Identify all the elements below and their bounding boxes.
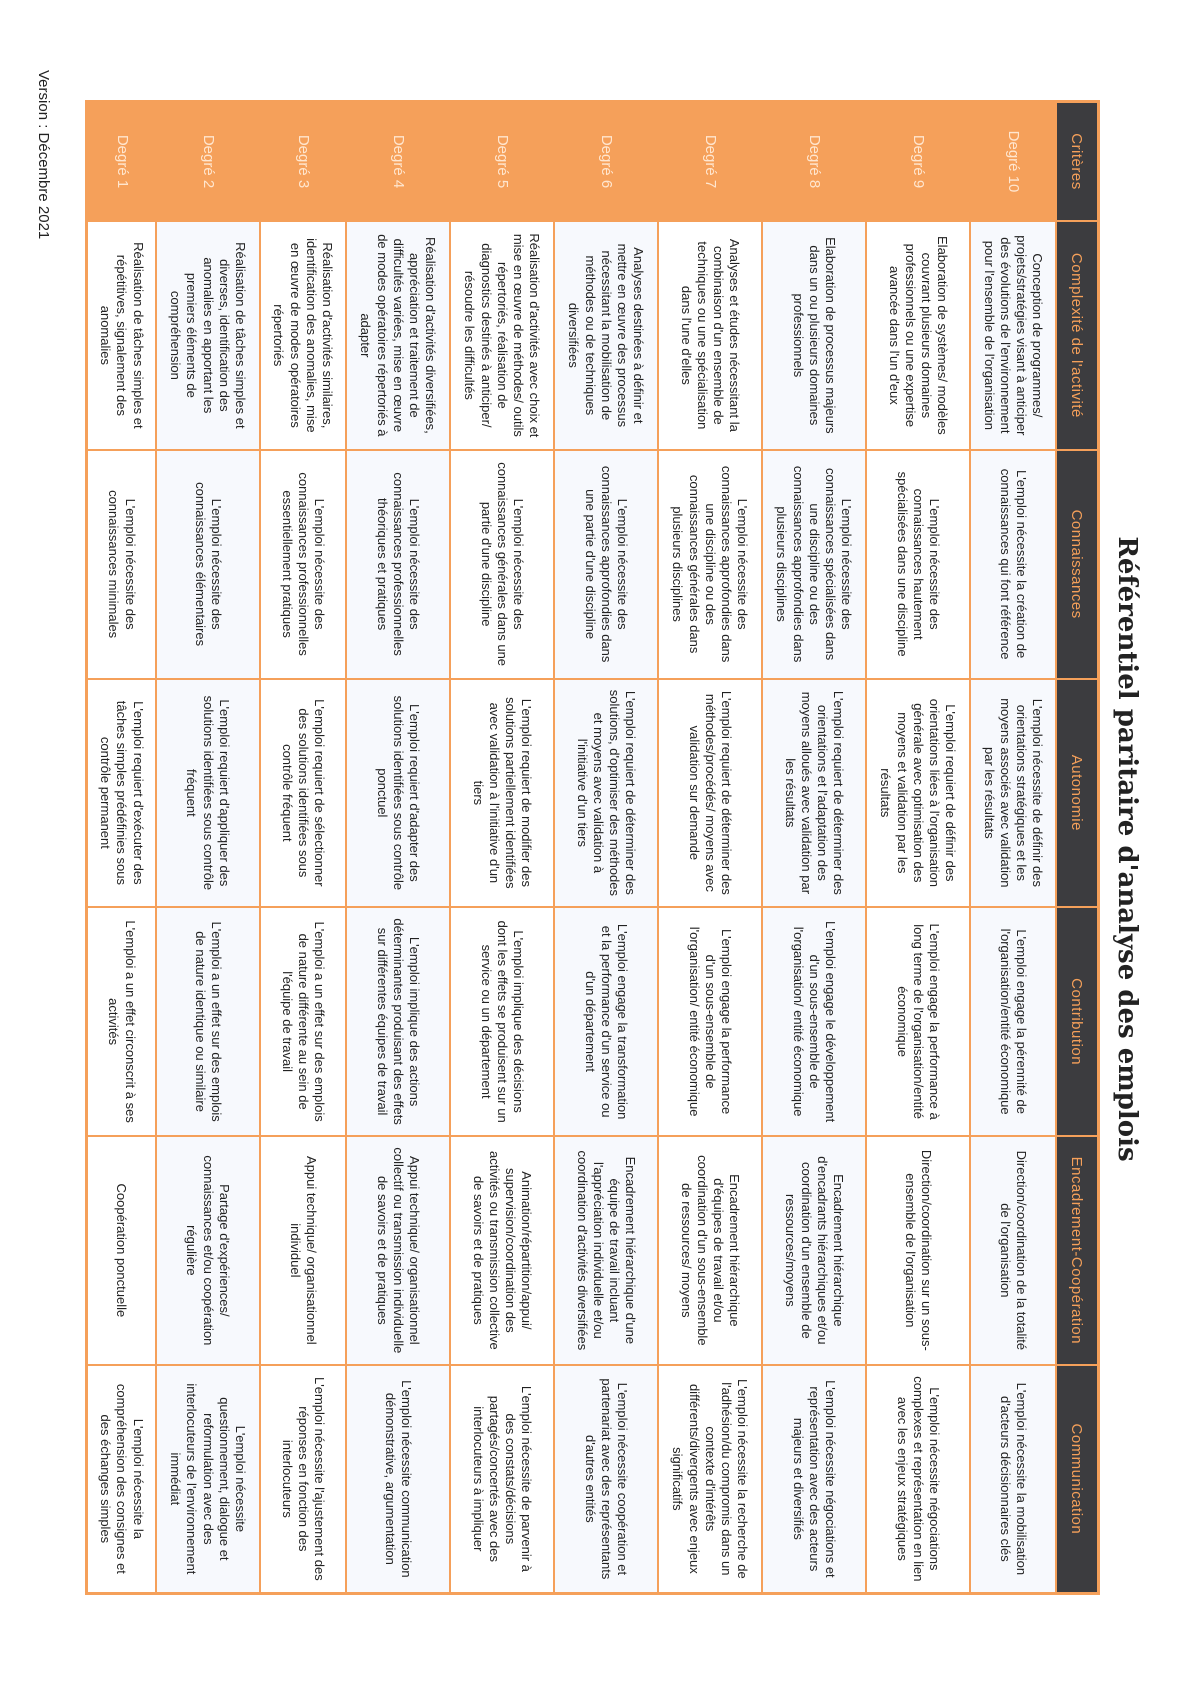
header-autonomie: Autonomie	[1056, 679, 1099, 908]
table-row	[762, 102, 866, 1594]
cell-contribution: L'emploi implique des décisions dont les effets se produisent sur un service ou un département	[450, 907, 554, 1136]
header-criteres: Critères	[1056, 102, 1099, 222]
header-encadrement: Encadrement-Coopération	[1056, 1136, 1099, 1365]
cell-autonomie: L'emploi requiert de déterminer des solutions, d'optimiser des méthodes et moyens avec validation à l'initiative d'un tiers	[554, 679, 658, 908]
table-row	[346, 102, 450, 1594]
cell-complexite: Réalisation d'activités similaires, identification des anomalies, mise en œuvre de modes opératoires répertoriés	[260, 221, 346, 450]
cell-connaissances: L'emploi nécessite des connaissances minimales	[87, 450, 156, 679]
cell-connaissances: L'emploi nécessite des connaissances spécialisées dans une discipline ou des connaissances approfondies dans plusieurs disciplines	[762, 450, 866, 679]
degree-label: Degré 6	[554, 102, 658, 222]
cell-communication: L'emploi nécessite la recherche de l'adhésion/du compromis dans un contexte d'intérêts différents/divergents avec enjeux significatifs	[658, 1365, 762, 1594]
cell-autonomie: L'emploi requiert de modifier des solutions partiellement identifiées avec validation à l'initiative d'un tiers	[450, 679, 554, 908]
cell-contribution: L'emploi a un effet circonscrit à ses activités	[87, 907, 156, 1136]
cell-complexite: Réalisation de tâches simples et diverses, identification des anomalies en apportant les premiers éléments de compréhension	[156, 221, 260, 450]
cell-autonomie: L'emploi requiert de déterminer des orientations et l'adaptation des moyens alloués avec validation par les résultats	[762, 679, 866, 908]
cell-connaissances: L'emploi nécessite des connaissances professionnelles essentiellement pratiques	[260, 450, 346, 679]
cell-communication: L'emploi nécessite la mobilisation d'acteurs décisionnaires clés	[970, 1365, 1056, 1594]
cell-connaissances: L'emploi nécessite des connaissances hautement spécialisées dans une discipline	[866, 450, 970, 679]
cell-connaissances: L'emploi nécessite la création de connaissances qui font référence	[970, 450, 1056, 679]
table-row	[554, 102, 658, 1594]
cell-complexite: Réalisation d'activités avec choix et mise en œuvre de méthodes/ outils répertoriés, réalisation de diagnostics destinés à anticiper/ résoudre les difficultés	[450, 221, 554, 450]
cell-contribution: L'emploi engage la transformation et la performance d'un service ou d'un département	[554, 907, 658, 1136]
cell-communication: L'emploi nécessite de parvenir à des constats/décisions partagés/concertés avec des interlocuteurs à impliquer	[450, 1365, 554, 1594]
degree-label: Degré 9	[866, 102, 970, 222]
cell-encadrement: Encadrement hiérarchique d'encadrants hiérarchiques et/ou coordination d'un ensemble de ressources/moyens	[762, 1136, 866, 1365]
cell-encadrement: Encadrement hiérarchique d'une équipe de travail incluant l'appréciation individuelle et/ou coordination d'activités diversifiées	[554, 1136, 658, 1365]
cell-contribution: L'emploi a un effet sur des emplois de nature identique ou similaire	[156, 907, 260, 1136]
degree-label: Degré 7	[658, 102, 762, 222]
degree-label: Degré 1	[87, 102, 156, 222]
table-row	[866, 102, 970, 1594]
cell-encadrement: Coopération ponctuelle	[87, 1136, 156, 1365]
header-contribution: Contribution	[1056, 907, 1099, 1136]
table-row	[970, 102, 1056, 1594]
cell-autonomie: L'emploi requiert de définir des orientations liées à l'organisation générale avec optimisation des moyens et validation par les résultats	[866, 679, 970, 908]
cell-contribution: L'emploi engage le développement d'un sous-ensemble de l'organisation/ entité économique	[762, 907, 866, 1136]
table-row	[156, 102, 260, 1594]
cell-connaissances: L'emploi nécessite des connaissances approfondies dans une discipline ou des connaissances générales dans plusieurs disciplines	[658, 450, 762, 679]
cell-encadrement: Direction/coordination de la totalité de l'organisation	[970, 1136, 1056, 1365]
cell-autonomie: L'emploi requiert de déterminer des méthodes/procédés/ moyens avec validation sur demande	[658, 679, 762, 908]
cell-autonomie: L'emploi requiert d'appliquer des solutions identifiées sous contrôle fréquent	[156, 679, 260, 908]
degree-label: Degré 10	[970, 102, 1056, 222]
cell-encadrement: Partage d'expériences/ connaissances et/ou coopération régulière	[156, 1136, 260, 1365]
header-row	[1056, 102, 1099, 1594]
degree-label: Degré 2	[156, 102, 260, 222]
cell-connaissances: L'emploi nécessite des connaissances professionnelles théoriques et pratiques	[346, 450, 450, 679]
cell-communication: L'emploi nécessite négociations complexes et représentation en lien avec les enjeux stratégiques	[866, 1365, 970, 1594]
cell-contribution: L'emploi engage la pérennité de l'organisation/entité économique	[970, 907, 1056, 1136]
cell-communication: L'emploi nécessite la compréhension des consignes et des échanges simples	[87, 1365, 156, 1594]
degree-label: Degré 5	[450, 102, 554, 222]
cell-connaissances: L'emploi nécessite des connaissances approfondies dans une partie d'une discipline	[554, 450, 658, 679]
cell-encadrement: Direction/coordination sur un sous-ensemble de l'organisation	[866, 1136, 970, 1365]
cell-complexite: Analyses et études nécessitant la combinaison d'un ensemble de techniques ou une spécialisation dans l'une d'elles	[658, 221, 762, 450]
cell-complexite: Analyses destinées à définir et mettre en œuvre des processus nécessitant la mobilisation de méthodes ou de techniques diversifiées	[554, 221, 658, 450]
table-row	[658, 102, 762, 1594]
degree-label: Degré 8	[762, 102, 866, 222]
cell-encadrement: Encadrement hiérarchique d'équipes de travail et/ou coordination d'un sous-ensemble de ressources/ moyens	[658, 1136, 762, 1365]
cell-encadrement: Animation/répartition/appui/ supervision/coordination des activités ou transmission collective de savoirs et de pratiques	[450, 1136, 554, 1365]
cell-contribution: L'emploi engage la performance à long terme de l'organisation/entité économique	[866, 907, 970, 1136]
cell-autonomie: L'emploi nécessite de définir des orientations stratégiques et les moyens associés avec validation par les résultats	[970, 679, 1056, 908]
cell-complexite: Elaboration de systèmes/ modèles couvrant plusieurs domaines professionnels ou une expertise avancée dans l'un d'eux	[866, 221, 970, 450]
cell-complexite: Réalisation d'activités diversifiées, appréciation et traitement de difficultés variées, mise en œuvre de modes opératoires répertoriés à adapter	[346, 221, 450, 450]
cell-autonomie: L'emploi requiert de sélectionner des solutions identifiées sous contrôle fréquent	[260, 679, 346, 908]
cell-complexite: Elaboration de processus majeurs dans un ou plusieurs domaines professionnels	[762, 221, 866, 450]
cell-communication: L'emploi nécessite négociations et représentation avec des acteurs majeurs et diversifiés	[762, 1365, 866, 1594]
cell-encadrement: Appui technique/ organisationnel individuel	[260, 1136, 346, 1365]
table-row	[87, 102, 156, 1594]
cell-complexite: Conception de programmes/ projets/stratégies visant à anticiper des évolutions de l'environnement pour l'ensemble de l'organisation	[970, 221, 1056, 450]
cell-communication: L'emploi nécessite communication démonstrative, argumentation	[346, 1365, 450, 1594]
cell-autonomie: L'emploi requiert d'exécuter des tâches simples prédéfinies sous contrôle permanent	[87, 679, 156, 908]
document-title: Référentiel paritaire d'analyse des emplois	[1112, 536, 1142, 1162]
cell-contribution: L'emploi a un effet sur des emplois de nature différente au sein de l'équipe de travail	[260, 907, 346, 1136]
job-analysis-table	[85, 100, 1100, 1595]
cell-autonomie: L'emploi requiert d'adapter des solutions identifiées sous contrôle ponctuel	[346, 679, 450, 908]
cell-communication: L'emploi nécessite questionnement, dialogue et reformulation avec des interlocuteurs de l'environnement immédiat	[156, 1365, 260, 1594]
header-complexite: Complexité de l'activité	[1056, 221, 1099, 450]
degree-label: Degré 3	[260, 102, 346, 222]
cell-connaissances: L'emploi nécessite des connaissances élémentaires	[156, 450, 260, 679]
header-connaissances: Connaissances	[1056, 450, 1099, 679]
header-communication: Communication	[1056, 1365, 1099, 1594]
cell-communication: L'emploi nécessite l'ajustement des réponses en fonction des interlocuteurs	[260, 1365, 346, 1594]
degree-label: Degré 4	[346, 102, 450, 222]
cell-contribution: L'emploi implique des actions déterminantes produisant des effets sur différentes équipes de travail	[346, 907, 450, 1136]
cell-communication: L'emploi nécessite coopération et partenariat avec des représentants d'autres entités	[554, 1365, 658, 1594]
table-row	[260, 102, 346, 1594]
version-label: Version : Décembre 2021	[35, 70, 52, 240]
cell-encadrement: Appui technique/ organisationnel collectif ou transmission individuelle de savoirs et de pratiques	[346, 1136, 450, 1365]
cell-contribution: L'emploi engage la performance d'un sous-ensemble de l'organisation/ entité économique	[658, 907, 762, 1136]
table-row	[450, 102, 554, 1594]
cell-connaissances: L'emploi nécessite des connaissances générales dans une partie d'une discipline	[450, 450, 554, 679]
cell-complexite: Réalisation de tâches simples et répétitives, signalement des anomalies	[87, 221, 156, 450]
